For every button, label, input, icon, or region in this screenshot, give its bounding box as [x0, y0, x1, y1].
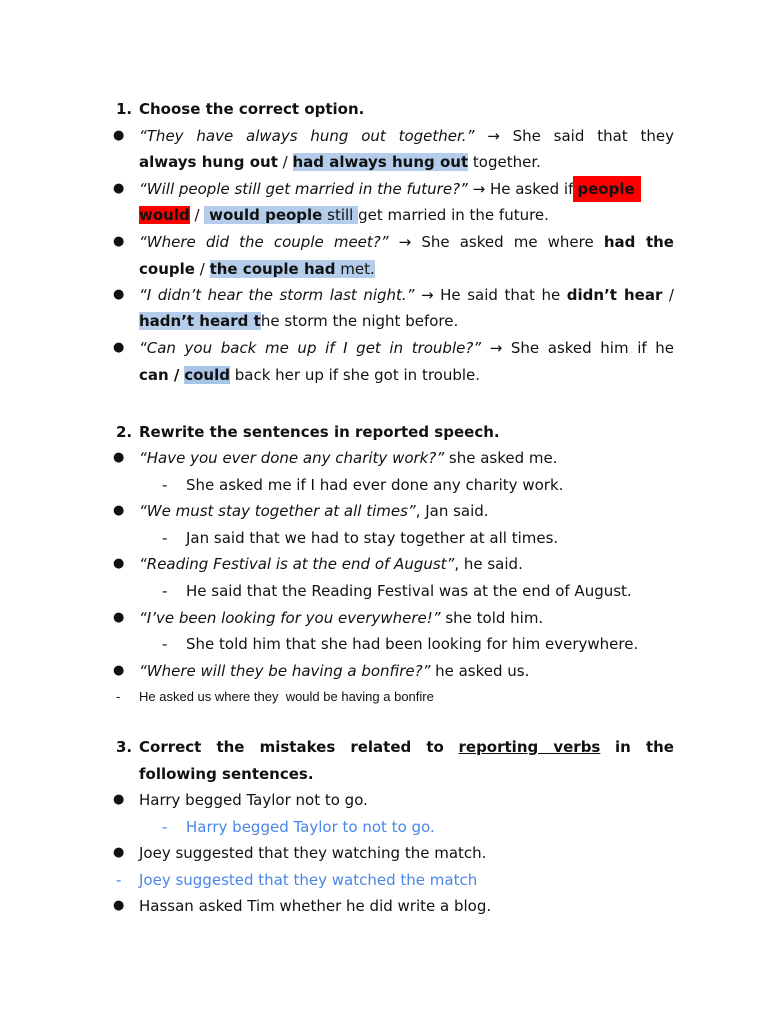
section-3-heading-line-1: Correct the mistakes related to reporting verbs in the [139, 738, 674, 756]
bullet-icon: ● [113, 340, 125, 355]
section-3-number: 3. [116, 738, 133, 756]
bullet-icon: ● [113, 128, 125, 143]
s2-answer-3: He said that the Reading Festival was at the end of August. [186, 582, 632, 600]
bullet-icon: ● [113, 792, 125, 807]
bullet-icon: ● [113, 898, 125, 913]
s3-answer-2: Joey suggested that they watched the match [139, 871, 478, 889]
bullet-icon: ● [113, 181, 125, 196]
s1-item-2-line-2: would / would people still get married in the future. [139, 206, 549, 224]
s1-item-3-line-2: couple / the couple had met. [139, 260, 375, 278]
s1-item-4-line-2: hadn’t heard the storm the night before. [139, 312, 459, 330]
section-2-number: 2. [116, 423, 133, 441]
s1-item-1-line-1: “They have always hung out together.” → She said that they [139, 127, 674, 145]
bullet-icon: ● [113, 845, 125, 860]
s3-item-3: Hassan asked Tim whether he did write a blog. [139, 897, 492, 915]
section-2-heading: Rewrite the sentences in reported speech. [139, 423, 500, 441]
dash-icon: - [162, 818, 168, 836]
s1-item-4-line-1: “I didn’t hear the storm last night.” → He said that he didn’t hear / [139, 286, 674, 304]
dash-icon: - [116, 689, 121, 704]
section-1-number: 1. [116, 100, 133, 118]
bullet-icon: ● [113, 234, 125, 249]
s2-item-4: “I’ve been looking for you everywhere!” she told him. [139, 609, 544, 627]
bullet-icon: ● [113, 663, 125, 678]
bullet-icon: ● [113, 556, 125, 571]
s1-item-5-line-2: can / could back her up if she got in trouble. [139, 366, 481, 384]
s2-answer-4: She told him that she had been looking for him everywhere. [186, 635, 639, 653]
s2-answer-5: He asked us where they would be having a bonfire [139, 689, 434, 704]
s2-answer-1: She asked me if I had ever done any charity work. [186, 476, 564, 494]
s3-item-1: Harry begged Taylor not to go. [139, 791, 368, 809]
dash-icon: - [162, 529, 168, 547]
s3-answer-1: Harry begged Taylor to not to go. [186, 818, 435, 836]
s2-item-5: “Where will they be having a bonfire?” he asked us. [139, 662, 530, 680]
section-1-heading: Choose the correct option. [139, 100, 365, 118]
bullet-icon: ● [113, 610, 125, 625]
s1-item-5-line-1: “Can you back me up if I get in trouble?” → She asked him if he [139, 339, 674, 357]
s1-item-1-line-2: always hung out / had always hung out together. [139, 153, 541, 171]
s2-item-1: “Have you ever done any charity work?” she asked me. [139, 449, 558, 467]
s3-item-2: Joey suggested that they watching the match. [139, 844, 487, 862]
dash-icon: - [162, 582, 168, 600]
s2-answer-2: Jan said that we had to stay together at all times. [186, 529, 559, 547]
s2-item-3: “Reading Festival is at the end of August”, he said. [139, 555, 523, 573]
s2-item-2: “We must stay together at all times”, Jan said. [139, 502, 489, 520]
dash-icon: - [116, 871, 122, 889]
bullet-icon: ● [113, 503, 125, 518]
section-3-heading-line-2: following sentences. [139, 765, 314, 783]
bullet-icon: ● [113, 287, 125, 302]
bullet-icon: ● [113, 450, 125, 465]
dash-icon: - [162, 635, 168, 653]
s1-item-2-line-1: “Will people still get married in the future?” → He asked if people [139, 176, 674, 202]
s1-item-3-line-1: “Where did the couple meet?” → She asked me where had the [139, 233, 674, 251]
dash-icon: - [162, 476, 168, 494]
